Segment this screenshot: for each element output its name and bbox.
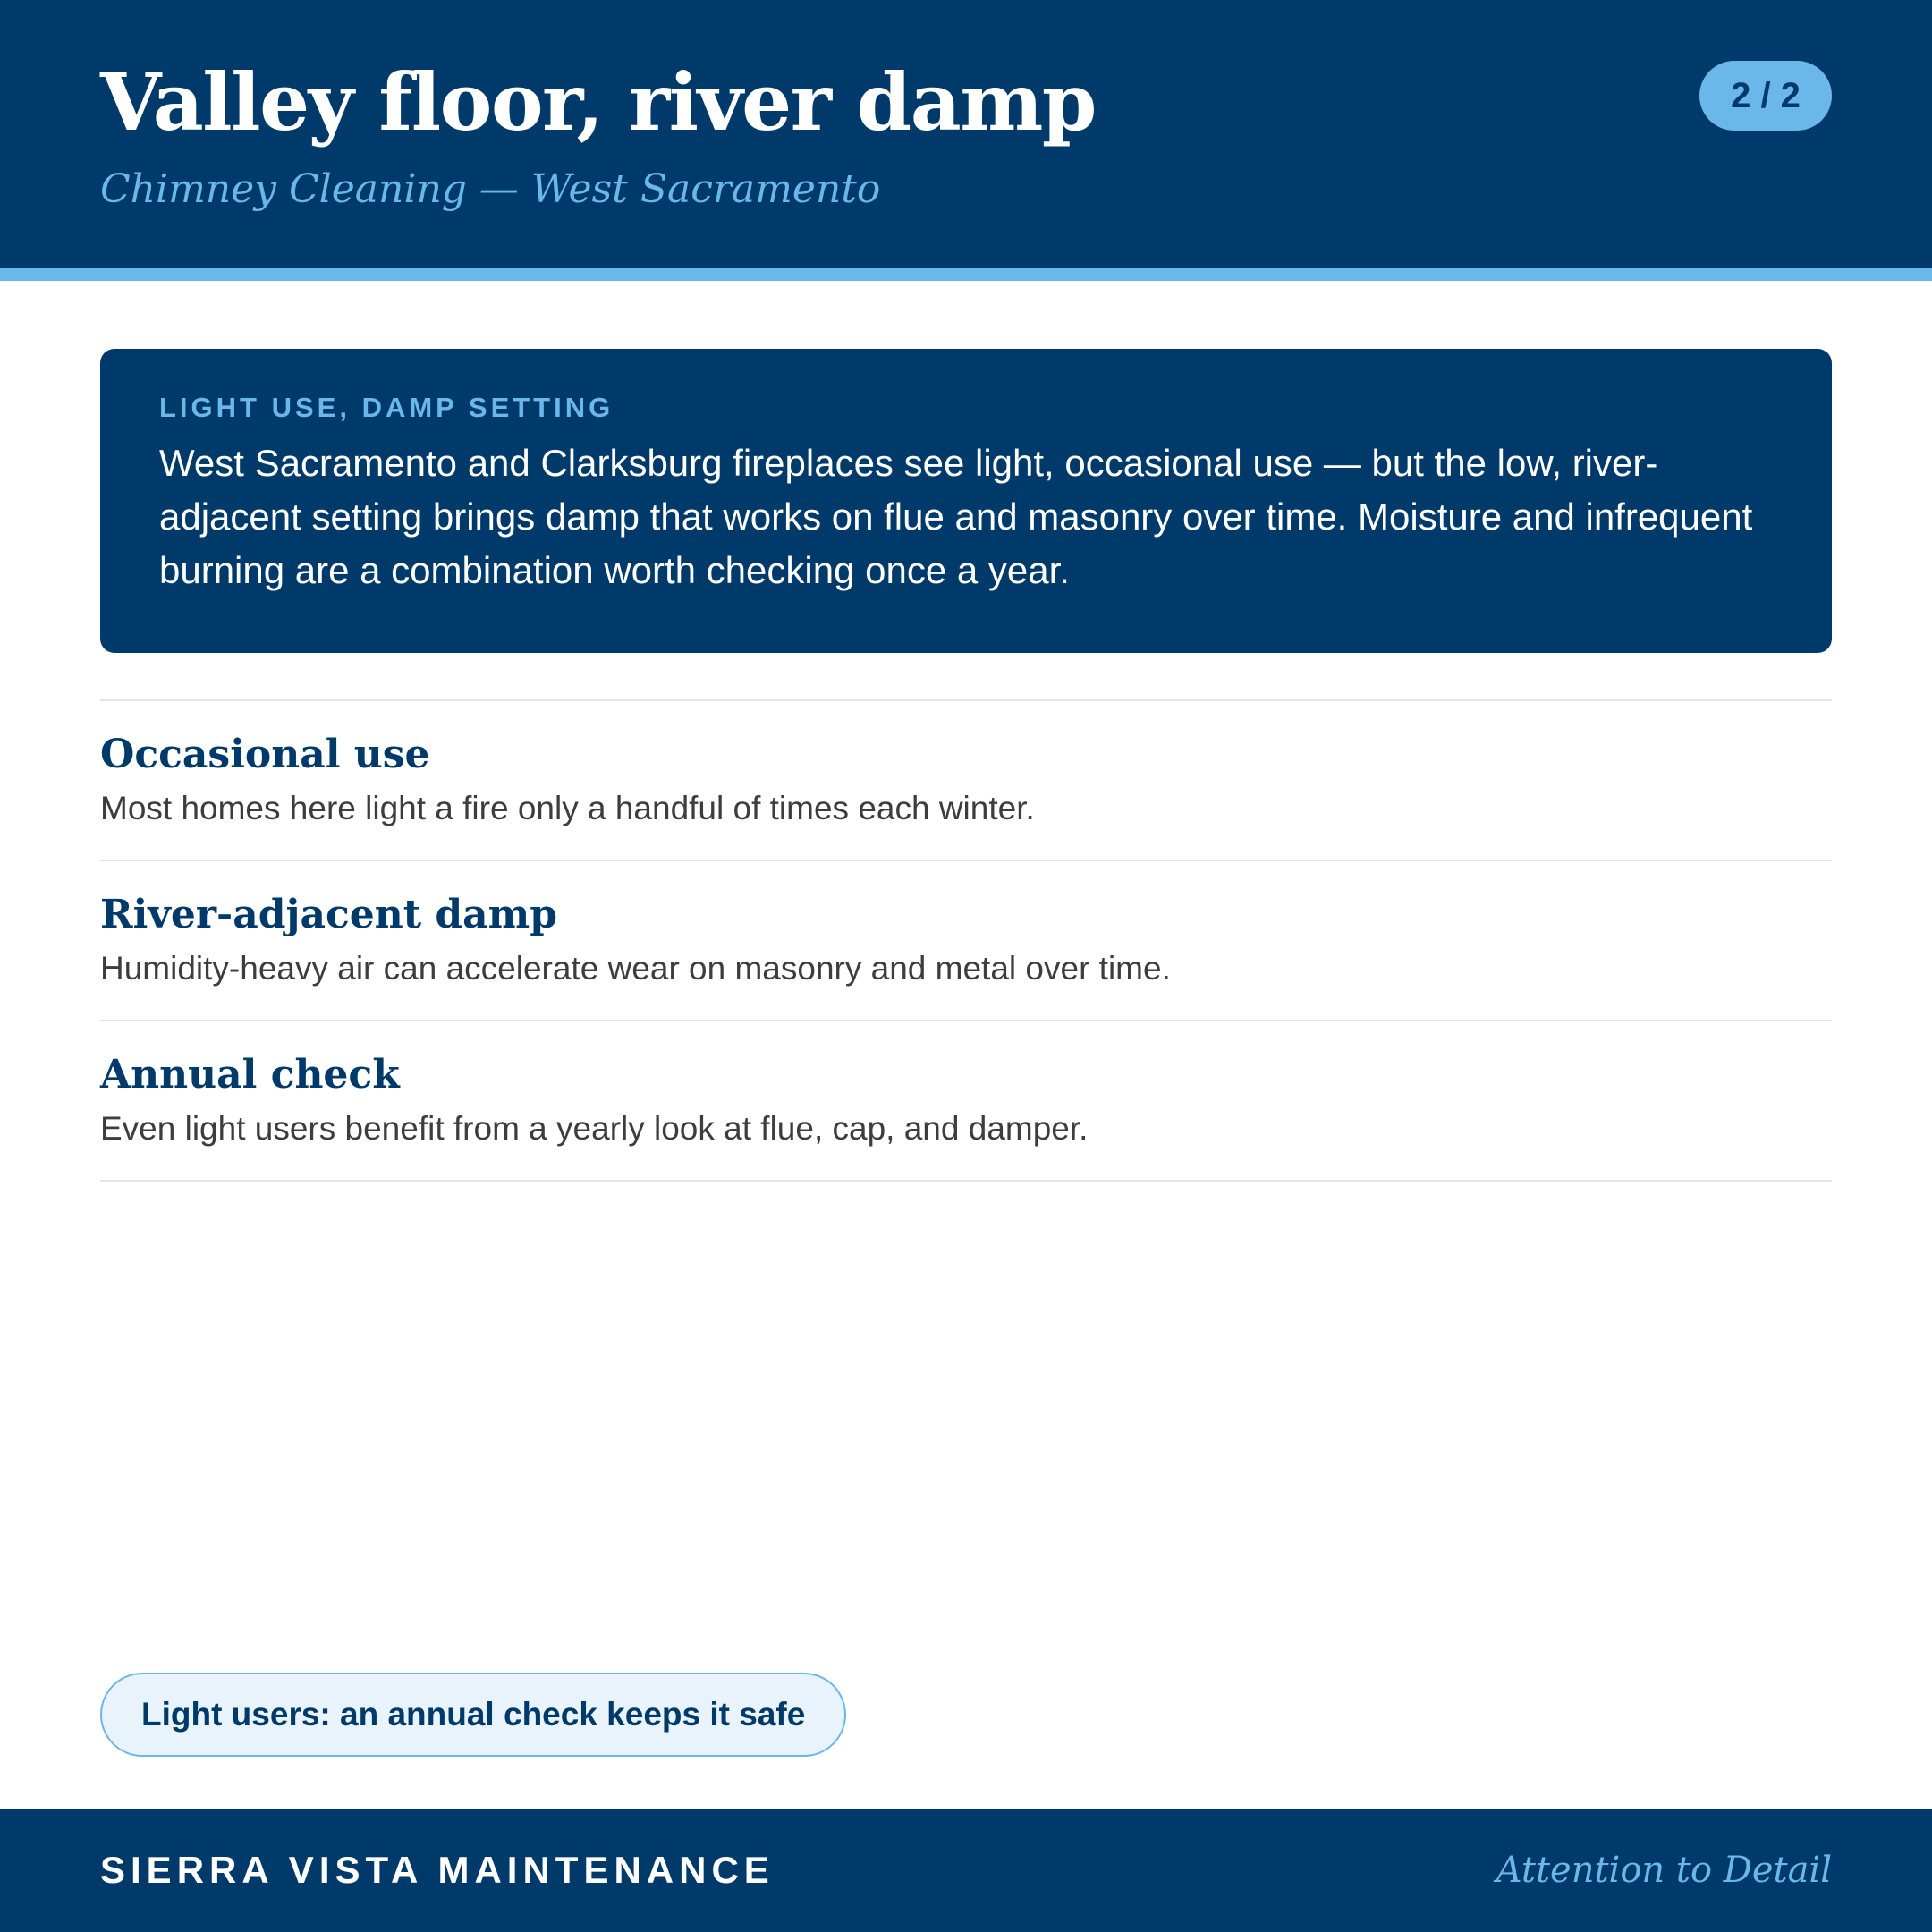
feature-description: Most homes here light a fire only a handful of times each winter. xyxy=(100,790,1035,826)
page-indicator-badge: 2 / 2 xyxy=(1699,61,1832,131)
header-accent-stripe xyxy=(0,268,1932,281)
feature-description: Humidity-heavy air can accelerate wear on masonry and metal over time. xyxy=(100,950,1171,987)
feature-item-river-adjacent-damp xyxy=(100,861,1832,1021)
feature-item-annual-check xyxy=(100,1021,1832,1182)
brand-name: SIERRA VISTA MAINTENANCE xyxy=(100,1849,775,1891)
page-title: Valley floor, river damp xyxy=(100,55,1096,148)
intro-callout xyxy=(100,349,1832,653)
feature-title: Annual check xyxy=(100,1052,400,1097)
page-subtitle: Chimney Cleaning — West Sacramento xyxy=(100,166,881,212)
footer-banner xyxy=(0,1809,1932,1932)
callout-kicker: LIGHT USE, DAMP SETTING xyxy=(159,392,614,423)
brand-tagline: Attention to Detail xyxy=(1496,1850,1832,1891)
feature-list xyxy=(100,699,1832,1182)
feature-description: Even light users benefit from a yearly look at flue, cap, and damper. xyxy=(100,1110,1089,1147)
feature-title: River-adjacent damp xyxy=(100,892,558,937)
feature-title: Occasional use xyxy=(100,732,430,777)
feature-item-occasional-use xyxy=(100,701,1832,861)
annual-check-pill: Light users: an annual check keeps it safe xyxy=(100,1673,846,1757)
header-banner xyxy=(0,0,1932,268)
callout-body: West Sacramento and Clarksburg fireplaces see light, occasional use — but the low, river-adjacent setting brings damp that works on flue and masonry over time. Moisture and infrequent burning are a combination worth checking once a year. xyxy=(159,442,1753,591)
